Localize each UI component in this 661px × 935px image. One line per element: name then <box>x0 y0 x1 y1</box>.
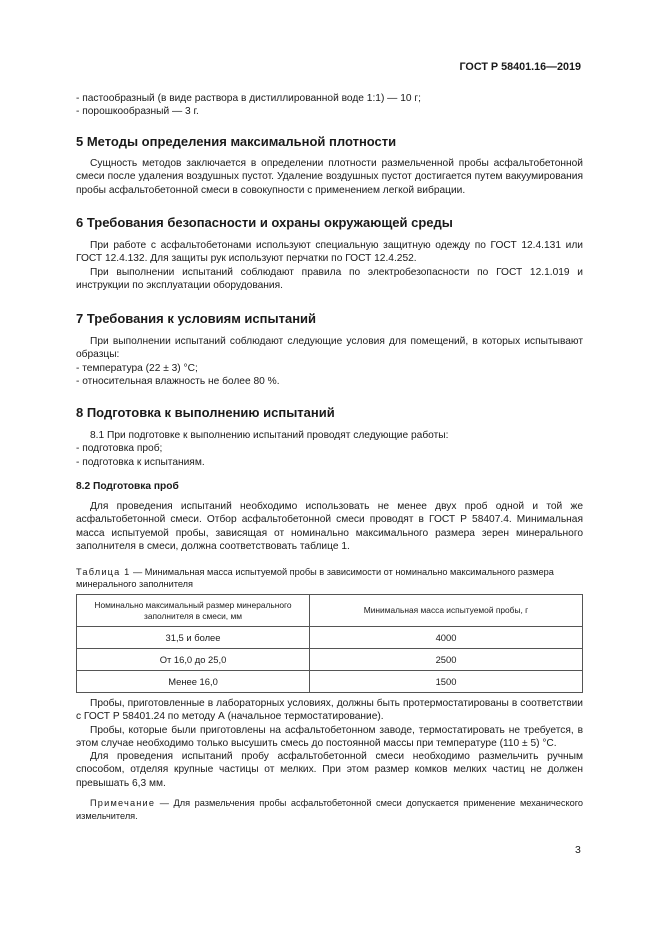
table-cell: 2500 <box>310 649 583 671</box>
paragraph: При выполнении испытаний соблюдают правила по электробезопасности по ГОСТ 12.1.019 и инструкции по эксплуатации оборудования. <box>76 266 583 291</box>
page-number: 3 <box>575 844 581 856</box>
table-caption-text: — Минимальная масса испытуемой пробы в зависимости от номинально максимального размера минерального заполнителя <box>76 567 554 589</box>
section-6-body <box>76 239 583 292</box>
table-cell: 31,5 и более <box>77 627 310 649</box>
list-item: - относительная влажность не более 80 %. <box>76 375 280 387</box>
table-cell: 1500 <box>310 671 583 693</box>
table-row <box>77 649 583 671</box>
subsection-8-2-body <box>76 500 583 553</box>
paragraph: Пробы, приготовленные в лабораторных условиях, должны быть протермостатированы в соответствии с ГОСТ Р 58401.24 по методу А (начальное термостатирование). <box>76 698 583 723</box>
section-5-body <box>76 157 583 197</box>
paragraph: 8.1 При подготовке к выполнению испытаний проводят следующие работы: <box>90 430 449 441</box>
list-item: - подготовка проб; <box>76 443 163 455</box>
subsection-8-2-title: 8.2 Подготовка проб <box>76 481 179 492</box>
list-item: - пастообразный (в виде раствора в дистиллированной воде 1:1) — 10 г; <box>76 93 421 104</box>
section-8-title: 8 Подготовка к выполнению испытаний <box>76 405 335 420</box>
document-id-header: ГОСТ Р 58401.16—2019 <box>459 61 581 73</box>
note-text: — Для размельчения пробы асфальтобетонной смеси допускается применение механического измельчителя. <box>76 798 583 821</box>
paragraph: При выполнении испытаний соблюдают следующие условия для помещений, в которых испытывают образцы: <box>76 336 583 361</box>
table-cell: Менее 16,0 <box>77 671 310 693</box>
table-row <box>77 671 583 693</box>
paragraph: Пробы, которые были приготовлены на асфальтобетонном заводе, термостатировать не требуется, в этом случае необходимо только высушить смесь до постоянной массы при температуре (110 ± 5) °С. <box>76 724 583 749</box>
list-item: - подготовка к испытаниям. <box>76 456 205 468</box>
data-table <box>76 594 583 693</box>
list-item: - температура (22 ± 3) °С; <box>76 362 198 374</box>
table-caption-label: Таблица 1 <box>76 567 131 577</box>
table-caption <box>76 566 583 590</box>
table-cell: 4000 <box>310 627 583 649</box>
note <box>76 797 583 822</box>
post-table-body <box>76 697 583 790</box>
list-top <box>76 92 583 119</box>
section-8-body <box>76 429 583 469</box>
paragraph: Для проведения испытаний пробу асфальтобетонной смеси необходимо размельчить ручным способом, отделяя крупные частицы от мелких. При этом размер комков мелких частиц не должен превышать 6,3 мм. <box>76 751 583 789</box>
note-paragraph <box>76 797 583 822</box>
table-header-row <box>77 595 583 627</box>
paragraph: Сущность методов заключается в определении плотности размельченной пробы асфальтобетонной смеси после удаления воздушных пустот. Удаление воздушных пустот достигается путем вакуумирования пробы асфальтобетонной смеси в совокупности с применением легкой вибрации. <box>76 158 583 196</box>
table-cell: От 16,0 до 25,0 <box>77 649 310 671</box>
section-7-title: 7 Требования к условиям испытаний <box>76 311 317 326</box>
section-7-body <box>76 335 583 388</box>
section-5-title: 5 Методы определения максимальной плотности <box>76 134 397 149</box>
table-header-cell: Номинально максимальный размер минерального заполнителя в смеси, мм <box>77 595 310 627</box>
list-item: - порошкообразный — 3 г. <box>76 106 199 118</box>
table-header-cell: Минимальная масса испытуемой пробы, г <box>310 595 583 627</box>
paragraph: При работе с асфальтобетонами используют специальную защитную одежду по ГОСТ 12.4.131 или ГОСТ 12.4.132. Для защиты рук используют перчатки по ГОСТ 12.4.252. <box>76 240 583 265</box>
section-6-title: 6 Требования безопасности и охраны окружающей среды <box>76 215 453 230</box>
paragraph: Для проведения испытаний необходимо использовать не менее двух проб одной и той же асфальтобетонной смеси. Отбор асфальтобетонной смеси проводят в ГОСТ Р 58407.4. Минимальная масса испытуемой пробы, зависящая от номинально максимального размера зерен минерального заполнителя в смеси, должна соответствовать таблице 1. <box>76 501 583 552</box>
table-wrapper <box>76 594 583 693</box>
table-row <box>77 627 583 649</box>
note-label: Примечание <box>90 798 156 808</box>
